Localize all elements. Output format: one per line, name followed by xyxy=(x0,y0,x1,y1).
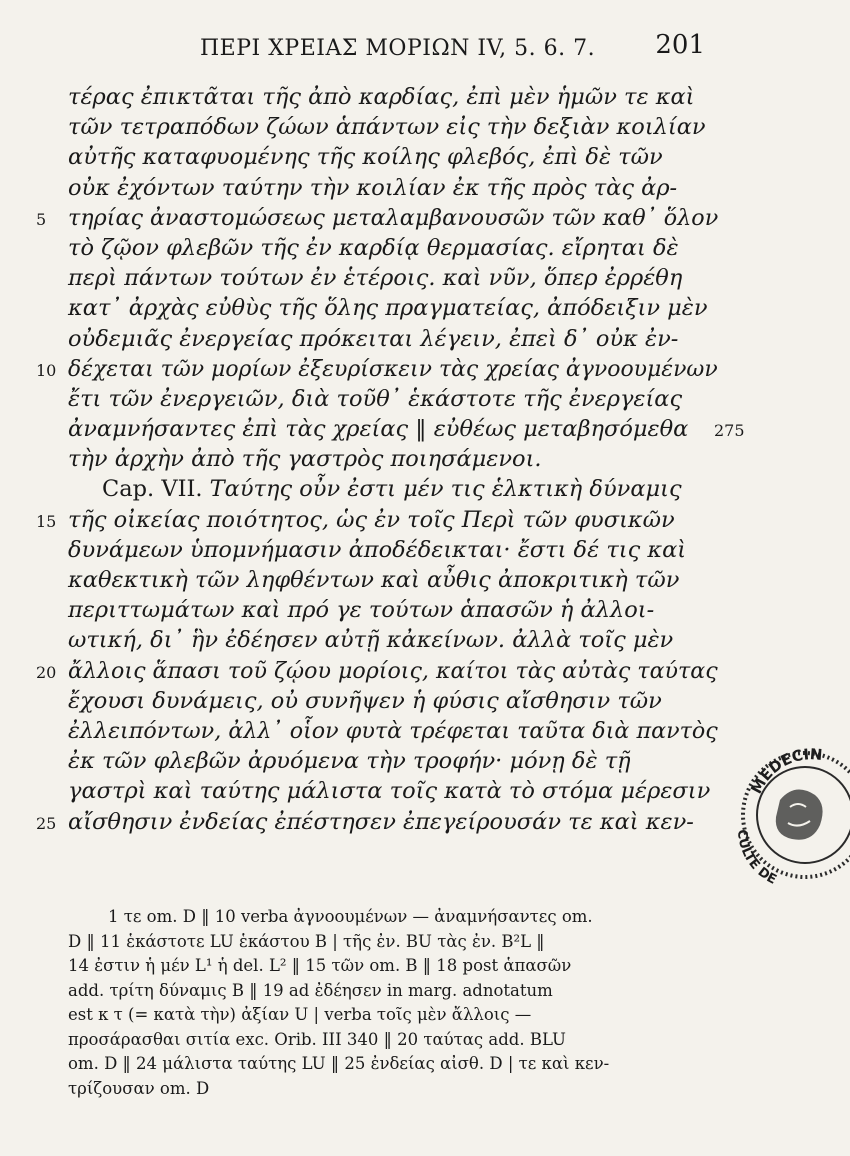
line-text xyxy=(68,263,718,293)
line-body: κατ᾽ ἀρχὰς εὐθὺς τῆς ὅλης πραγματείας, ἀπόδειξιν μὲν xyxy=(68,295,708,322)
footnote-line: 14 ἐστιν ἡ μέν L¹ ἡ del. L² ‖ 15 τῶν om. B ‖ 18 post ἁπασῶν xyxy=(68,956,572,975)
line-body: τῆς οἰκείας ποιότητος, ὡς ἐν τοῖς Περὶ τῶν φυσικῶν xyxy=(68,506,675,533)
text-line xyxy=(0,82,800,112)
line-body: ἄλλοις ἅπασι τοῦ ζῴου μορίοις, καίτοι τὰς αὐτὰς ταύτας xyxy=(68,657,718,684)
footnote-line: est κ τ (= κατὰ τὴν) ἀξίαν U | verba τοῖς μὲν ἄλλοις — xyxy=(68,1005,532,1024)
text-line xyxy=(0,716,800,746)
text-line xyxy=(0,595,800,625)
page-number: 201 xyxy=(655,30,705,60)
line-text xyxy=(68,595,718,625)
text-line xyxy=(0,535,800,565)
line-body: τὴν ἀρχὴν ἀπὸ τῆς γαστρὸς ποιησάμενοι. xyxy=(68,446,542,473)
stamp-bottom-text: CULTE DE xyxy=(733,828,779,888)
line-body: τῶν τετραπόδων ζώων ἁπάντων εἰς τὴν δεξιὰν κοιλίαν xyxy=(68,114,706,141)
line-body: περιττωμάτων καὶ πρό γε τούτων ἁπασῶν ἡ ἀλλοι- xyxy=(68,597,655,624)
text-line xyxy=(0,807,800,837)
footnote-line: τρίζουσαν om. D xyxy=(68,1078,210,1098)
text-line xyxy=(0,324,800,354)
text-line xyxy=(0,565,800,595)
line-body: ἔτι τῶν ἐνεργειῶν, διὰ τοῦθ᾽ ἑκάστοτε τῆς ἐνεργείας xyxy=(68,385,683,412)
line-text xyxy=(68,324,718,354)
footnote-line: 1 τε om. D ‖ 10 verba ἀγνοουμένων — ἀναμνήσαντες om. xyxy=(108,907,593,926)
text-line xyxy=(0,656,800,686)
line-text xyxy=(68,505,718,535)
text-line xyxy=(0,173,800,203)
line-body: ἀναμνήσαντες ἐπὶ τὰς χρείας ‖ εὐθέως μεταβησόμεθα xyxy=(68,416,689,443)
text-line xyxy=(0,414,800,444)
line-body: ἐκ τῶν φλεβῶν ἀρυόμενα τὴν τροφήν· μόνῃ δὲ τῇ xyxy=(68,748,631,775)
line-body: γαστρὶ καὶ ταύτης μάλιστα τοῖς κατὰ τὸ στόμα μέρεσιν xyxy=(68,778,711,805)
text-line xyxy=(0,293,800,323)
line-body: περὶ πάντων τούτων ἐν ἑτέροις. καὶ νῦν, ὅπερ ἐρρέθη xyxy=(68,265,683,292)
line-body: Ταύτης οὖν ἐστι μέν τις ἑλκτικὴ δύναμις xyxy=(209,476,682,503)
line-text xyxy=(68,173,718,203)
line-text xyxy=(102,474,718,504)
text-line xyxy=(0,112,800,142)
line-text xyxy=(68,807,718,837)
critical-apparatus xyxy=(68,905,708,1101)
line-text xyxy=(68,233,718,263)
line-number: 25 xyxy=(36,813,57,833)
library-stamp xyxy=(730,735,850,895)
margin-page-reference: 275 xyxy=(714,421,745,441)
line-text xyxy=(68,142,718,172)
text-line xyxy=(0,233,800,263)
chapter-heading: Cap. VII. xyxy=(102,476,203,503)
line-text xyxy=(68,746,718,776)
line-body: τέρας ἐπικτᾶται τῆς ἀπὸ καρδίας, ἐπὶ μὲν ἡμῶν τε καὶ xyxy=(68,84,695,110)
footnote-line: add. τρίτη δύναμις B ‖ 19 ad ἐδέησεν in marg. adnotatum xyxy=(68,980,553,1000)
line-text xyxy=(68,535,718,565)
stamp-top-text: MEDECIN xyxy=(747,745,824,797)
line-text xyxy=(68,686,718,716)
text-line xyxy=(0,444,800,474)
line-text xyxy=(68,293,718,323)
main-text xyxy=(0,82,800,837)
line-text xyxy=(68,625,718,655)
svg-text:CULTE DE xyxy=(734,829,779,888)
text-line xyxy=(0,625,800,655)
text-line xyxy=(0,686,800,716)
text-line xyxy=(0,746,800,776)
line-body: καθεκτικὴ τῶν ληφθέντων καὶ αὖθις ἀποκριτικὴ τῶν xyxy=(68,567,680,593)
line-number: 20 xyxy=(36,662,57,682)
line-text xyxy=(68,384,718,414)
line-number: 15 xyxy=(36,511,57,531)
line-body: οὐδεμιᾶς ἐνεργείας πρόκειται λέγειν, ἐπεὶ δ᾽ οὐκ ἐν- xyxy=(68,325,679,352)
line-body: αἴσθησιν ἐνδείας ἐπέστησεν ἐπεγείρουσάν τε καὶ κεν- xyxy=(68,808,694,835)
line-body: τὸ ζῷον φλεβῶν τῆς ἐν καρδίᾳ θερμασίας. εἴρηται δὲ xyxy=(68,234,679,261)
text-line xyxy=(0,776,800,806)
text-line xyxy=(0,384,800,414)
line-body: ἔχουσι δυνάμεις, οὐ συνῆψεν ἡ φύσις αἴσθησιν τῶν xyxy=(68,687,662,714)
text-line xyxy=(0,354,800,384)
line-body: δέχεται τῶν μορίων ἐξευρίσκειν τὰς χρείας ἀγνοουμένων xyxy=(68,355,718,382)
line-body: ἐλλειπόντων, ἀλλ᾽ οἷον φυτὰ τρέφεται ταῦτα διὰ παντὸς xyxy=(68,717,718,744)
line-text xyxy=(68,354,718,384)
line-text xyxy=(68,776,718,806)
line-body: αὐτῆς καταφυομένης τῆς κοίλης φλεβός, ἐπὶ δὲ τῶν xyxy=(68,144,663,171)
text-line xyxy=(0,505,800,535)
line-body: τηρίας ἀναστομώσεως μεταλαμβανουσῶν τῶν καθ᾽ ὅλον xyxy=(68,204,719,231)
line-text xyxy=(68,444,718,474)
text-line xyxy=(0,142,800,172)
text-line xyxy=(0,474,800,504)
line-text xyxy=(68,203,719,233)
line-text xyxy=(68,565,718,595)
line-text xyxy=(68,414,718,444)
line-number: 5 xyxy=(36,209,47,229)
running-head: ΠΕΡΙ ΧΡΕΙΑΣ ΜΟΡΙΩΝ IV, 5. 6. 7. xyxy=(200,36,596,61)
footnote-line: om. D ‖ 24 μάλιστα ταύτης LU ‖ 25 ἐνδείας αἰσθ. D | τε καὶ κεν- xyxy=(68,1054,610,1073)
footnote-line: προσάρασθαι σιτία exc. Orib. III 340 ‖ 20 ταύτας add. BLU xyxy=(68,1029,566,1049)
page-header xyxy=(150,30,705,70)
text-line xyxy=(0,203,800,233)
line-body: ωτική, δι᾽ ἣν ἐδέησεν αὐτῇ κἀκείνων. ἀλλὰ τοῖς μὲν xyxy=(68,627,674,654)
line-number: 10 xyxy=(36,360,57,380)
text-line xyxy=(0,263,800,293)
line-body: δυνάμεων ὑπομνήμασιν ἀποδέδεικται· ἔστι δέ τις καὶ xyxy=(68,536,687,563)
line-text xyxy=(68,112,718,142)
line-text xyxy=(68,716,718,746)
line-body: οὐκ ἐχόντων ταύτην τὴν κοιλίαν ἐκ τῆς πρὸς τὰς ἀρ- xyxy=(68,174,678,201)
line-text xyxy=(68,82,718,112)
line-text xyxy=(68,656,718,686)
footnote-line: D ‖ 11 ἑκάστοτε LU ἑκάστου B | τῆς ἐν. BU τὰς ἐν. B²L ‖ xyxy=(68,931,545,951)
